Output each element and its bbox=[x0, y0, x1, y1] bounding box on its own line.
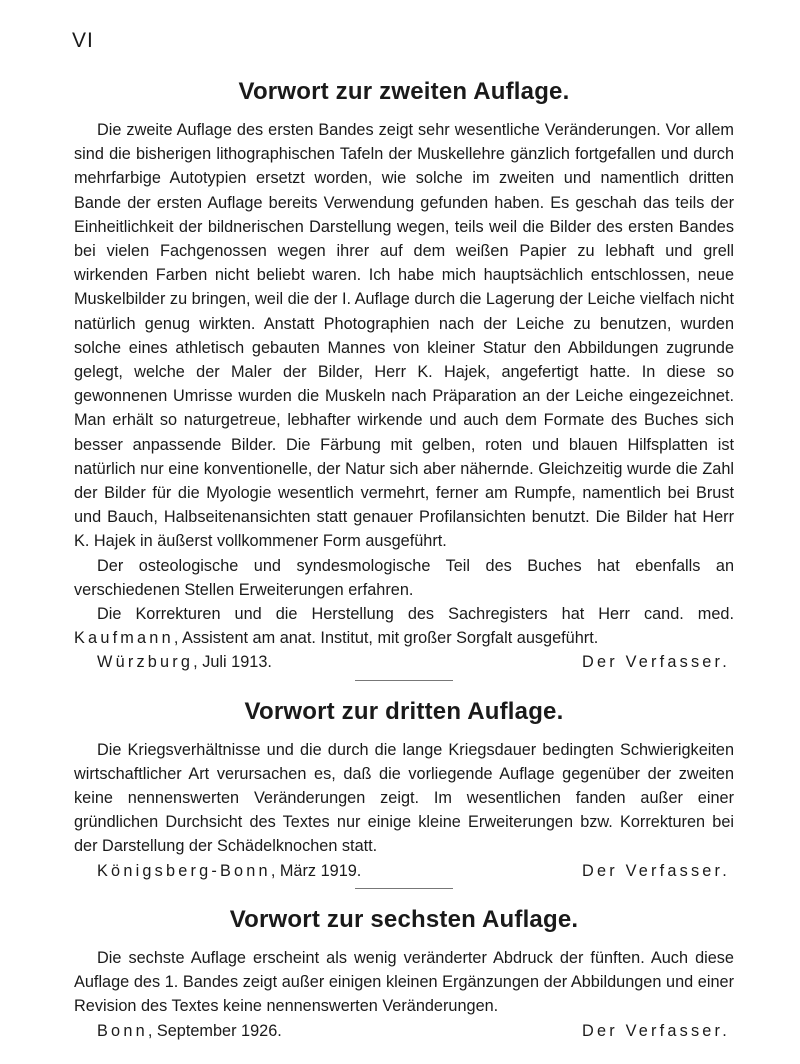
preface-sixth-edition bbox=[74, 906, 734, 1043]
section-divider bbox=[355, 680, 453, 681]
section-heading: Vorwort zur zweiten Auflage. bbox=[238, 78, 570, 105]
signature-place: Bonn bbox=[97, 1021, 148, 1040]
signature-date: , September 1926. bbox=[147, 1021, 282, 1040]
signature-place-date bbox=[97, 859, 361, 883]
page-number: VI bbox=[72, 29, 94, 52]
signature-place-date bbox=[97, 1019, 282, 1043]
signature-author: Der Verfasser. bbox=[582, 653, 730, 672]
paragraph: Die zweite Auflage des ersten Bandes zeigt sehr wesentliche Veränderungen. Vor allem sind die bisherigen lithographischen Tafeln der Muskellehre gänzlich fortgefallen und durch mehrfarbige Autotypien ersetzt worden, wie solche im zweiten und namentlich dritten Bande der ersten Auflage bereits Verwendung gefunden haben. Es geschah das teils der Einheitlichkeit der bildnerischen Darstellung wegen, teils weil die Bilder des ersten Bandes bei vielen Fachgenossen wegen ihrer auf dem weißen Papier zu lebhaft und grell wirkenden Farben nicht beliebt waren. Ich habe mich hauptsächlich entschlossen, neue Muskelbilder zu bringen, weil die der I. Auflage durch die Lagerung der Leiche vielfach nicht natürlich genug wirkten. Anstatt Photographien nach der Leiche zu benutzen, wurden solche eines athletisch gebauten Mannes von kleiner Statur den Abbildungen zugrunde gelegt, welche der Maler der Bilder, Herr K. Hajek, angefertigt hatte. In diese so gewonnenen Umrisse wurden die Muskeln nach Präparation an der Leiche eingezeichnet. Man erhält so naturgetreue, lebhafter wirkende und auch dem Formate des Buches sich besser anpassende Bilder. Die Färbung mit gelben, roten und blauen Hilfsplatten ist natürlich nur eine konventionelle, der Natur sich aber nähernde. Gleichzeitig wurde die Zahl der Bilder für die Myologie wesentlich vermehrt, ferner am Rumpfe, namentlich bei Brust und Bauch, Halbseitenansichten statt genauer Profilansichten benutzt. Die Bilder hat Herr K. Hajek in äußerst vollkommener Form ausgeführt. bbox=[74, 121, 734, 551]
preface-second-edition bbox=[74, 78, 734, 681]
signature-date: , Juli 1913. bbox=[193, 653, 272, 672]
section-divider bbox=[355, 888, 453, 889]
signature-author: Der Verfasser. bbox=[582, 1021, 730, 1040]
paragraph: Der osteologische und syndesmologische Teil des Buches hat ebenfalls an verschiedenen Stellen Erweiterungen erfahren. bbox=[74, 556, 734, 599]
paragraph: Die sechste Auflage erscheint als wenig veränderter Abdruck der fünften. Auch diese Auflage des 1. Bandes zeigt außer einigen kleinen Ergänzungen der Abbildungen und einer Revision des Textes keine nennenswerten Veränderungen. bbox=[74, 948, 734, 1016]
signature-line bbox=[74, 1019, 734, 1043]
signature-date: , März 1919. bbox=[270, 861, 362, 880]
preface-content bbox=[74, 78, 734, 1043]
preface-third-edition bbox=[74, 698, 734, 889]
signature-line bbox=[74, 859, 734, 883]
signature-line bbox=[74, 650, 734, 674]
section-heading: Vorwort zur sechsten Auflage. bbox=[229, 905, 579, 933]
paragraph-rest: , Assistent am anat. Institut, mit großer Sorgfalt ausgeführt. bbox=[173, 629, 599, 648]
paragraph: Die Kriegsverhältnisse und die durch die lange Kriegsdauer bedingten Schwierigkeiten wirtschaftlicher Art verursachen es, daß die vorliegende Auflage gegenüber der zweiten keine nennenswerten Veränderungen zeigt. Im wesentlichen fanden außer einer gründlichen Durchsicht des Textes nur einige kleine Erweiterungen bzw. Korrekturen bei der Darstellung der Schädelknochen statt. bbox=[74, 740, 734, 856]
signature-author: Der Verfasser. bbox=[582, 861, 730, 880]
signature-place: Würzburg bbox=[97, 653, 194, 672]
section-heading: Vorwort zur dritten Auflage. bbox=[244, 697, 564, 725]
signature-place: Königsberg-Bonn bbox=[97, 861, 271, 880]
paragraph bbox=[74, 602, 734, 650]
paragraph-lead: Die Korrekturen und die Herstellung des Sachregisters hat Herr cand. med. bbox=[97, 605, 734, 624]
signature-place-date bbox=[97, 650, 272, 674]
assistant-name: Kaufmann bbox=[74, 629, 174, 648]
